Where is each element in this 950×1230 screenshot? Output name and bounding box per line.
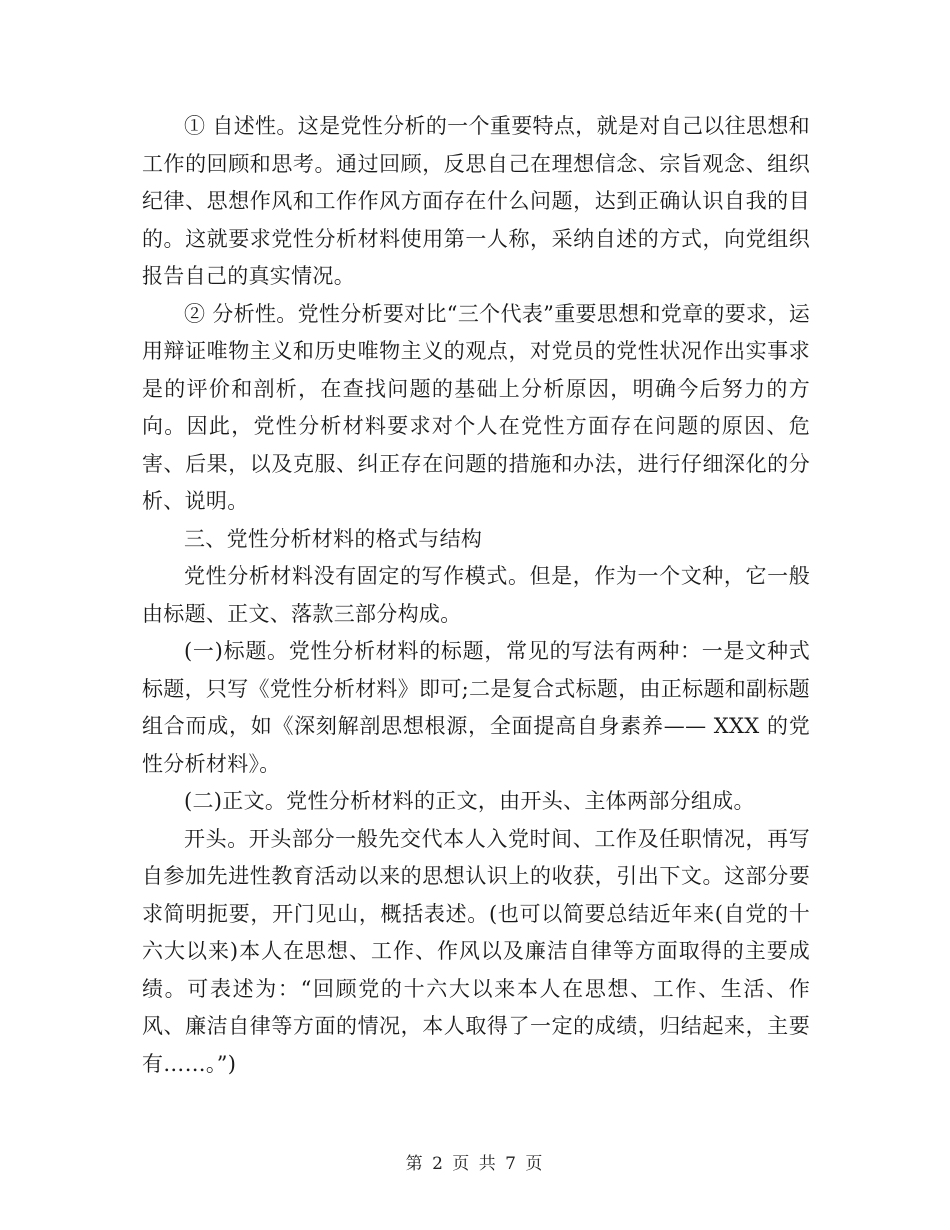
paragraph-opening: 开头。开头部分一般先交代本人入党时间、工作及任职情况，再写自参加先进性教育活动以来的思想认识上的收获，引出下文。这部分要求简明扼要，开门见山，概括表述。(也可以简要总结近年来(自党的十六大以来)本人在思想、工作、作风以及廉洁自律等方面取得的主要成绩。可表述为：“回顾党的十六大以来本人在思想、工作、生活、作风、廉洁自律等方面的情况，本人取得了一定的成绩，归结起来，主要有……。”): [142, 826, 810, 1076]
paragraph-no-fixed-format: 党性分析材料没有固定的写作模式。但是，作为一个文种，它一般由标题、正文、落款三部分构成。: [142, 564, 810, 626]
paragraph-self-narrative: ① 自述性。这是党性分析的一个重要特点，就是对自己以往思想和工作的回顾和思考。通过回顾，反思自己在理想信念、宗旨观念、组织纪律、思想作风和工作作风方面存在什么问题，达到正确认识自我的目的。这就要求党性分析材料使用第一人称，采纳自述的方式，向党组织报告自己的真实情况。: [142, 114, 810, 288]
paragraph-analytical: ② 分析性。党性分析要对比“三个代表”重要思想和党章的要求，运用辩证唯物主义和历史唯物主义的观点，对党员的党性状况作出实事求是的评价和剖析，在查找问题的基础上分析原因，明确今后努力的方向。因此，党性分析材料要求对个人在党性方面存在问题的原因、危害、后果，以及克服、纠正存在问题的措施和办法，进行仔细深化的分析、说明。: [142, 301, 810, 513]
page-number-footer: 第 2 页 共 7 页: [405, 1154, 545, 1174]
paragraph-body-section: (二)正文。党性分析材料的正文，由开头、主体两部分组成。: [184, 789, 755, 813]
document-body: [142, 108, 810, 1083]
section-heading-format-structure: 三、党性分析材料的格式与结构: [184, 526, 483, 551]
paragraph-title-section: (一)标题。党性分析材料的标题，常见的写法有两种：一是文种式标题，只写《党性分析材料》即可;二是复合式标题，由正标题和副标题组合而成，如《深刻解剖思想根源，全面提高自身素养—— XXX 的党性分析材料》。: [142, 639, 810, 776]
